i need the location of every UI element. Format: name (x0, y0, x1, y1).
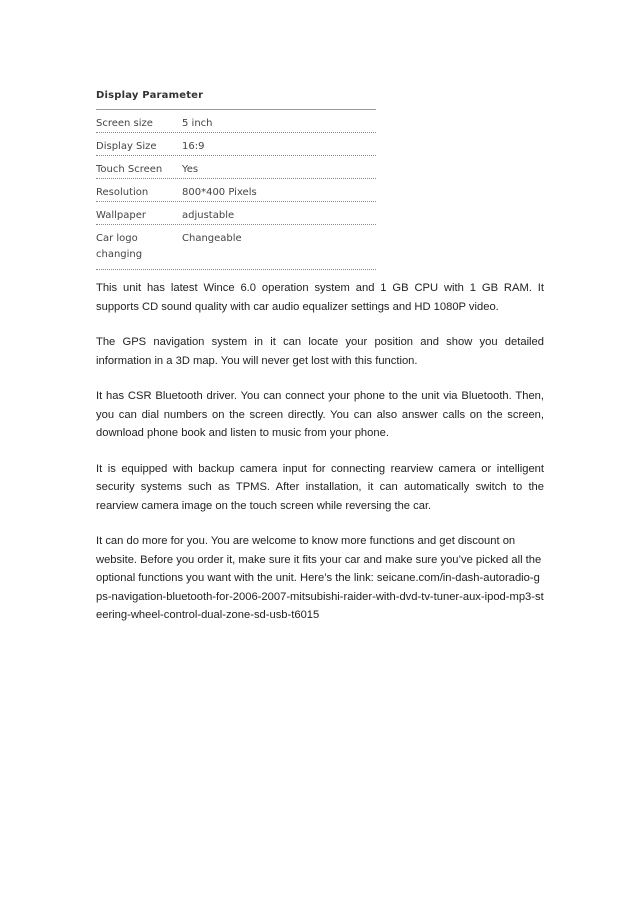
spec-row (96, 156, 376, 179)
spec-row (96, 110, 376, 133)
spec-value: 5 inch (182, 118, 213, 129)
spec-value: 800*400 Pixels (182, 187, 257, 198)
paragraph-text: It can do more for you. You are welcome to know more functions and get discount on website. Before you order it, make sure it fits your car and make sure you’ve picked all the optional functions you want with the unit. Here’s the link: (96, 535, 542, 584)
paragraph: This unit has latest Wince 6.0 operation system and 1 GB CPU with 1 GB RAM. It supports CD sound quality with car audio equalizer settings and HD 1080P video. (96, 282, 544, 313)
spec-name: Display Size (96, 141, 157, 152)
product-link[interactable]: seicane.com/in-dash-autoradio-gps-navigation-bluetooth-for-2006-2007-mitsubishi-raider-with-dvd-tv-tuner-aux-ipod-mp3-steering-wheel-control-dual-zone-sd-usb-t6015 (96, 572, 544, 621)
section-title: Display Parameter (96, 90, 204, 101)
spec-value: adjustable (182, 210, 235, 221)
spec-name: Resolution (96, 187, 149, 198)
paragraph: The GPS navigation system in it can locate your position and show you detailed information in a 3D map. You will never get lost with this function. (96, 336, 544, 367)
spec-row (96, 202, 376, 225)
spec-name: Screen size (96, 118, 153, 129)
spec-row (96, 179, 376, 202)
spec-name: Car logo changing (96, 233, 143, 260)
paragraph: It is equipped with backup camera input for connecting rearview camera or intelligent security systems such as TPMS. After installation, it can automatically switch to the rearview camera image on the touch screen while reversing the car. (96, 462, 544, 512)
spec-name: Touch Screen (96, 164, 163, 175)
spec-row (96, 133, 376, 156)
spec-name: Wallpaper (96, 210, 147, 221)
paragraph: It has CSR Bluetooth driver. You can connect your phone to the unit via Bluetooth. Then, you can dial numbers on the screen directly. You can also answer calls on the screen, download phone book and listen to music from your phone. (96, 390, 544, 439)
spec-value: Changeable (182, 233, 242, 244)
spec-table (96, 110, 376, 270)
paragraph-with-link (96, 532, 544, 625)
spec-value: Yes (182, 164, 199, 175)
description-body (96, 279, 544, 642)
spec-value: 16:9 (182, 141, 205, 152)
spec-row (96, 225, 376, 270)
